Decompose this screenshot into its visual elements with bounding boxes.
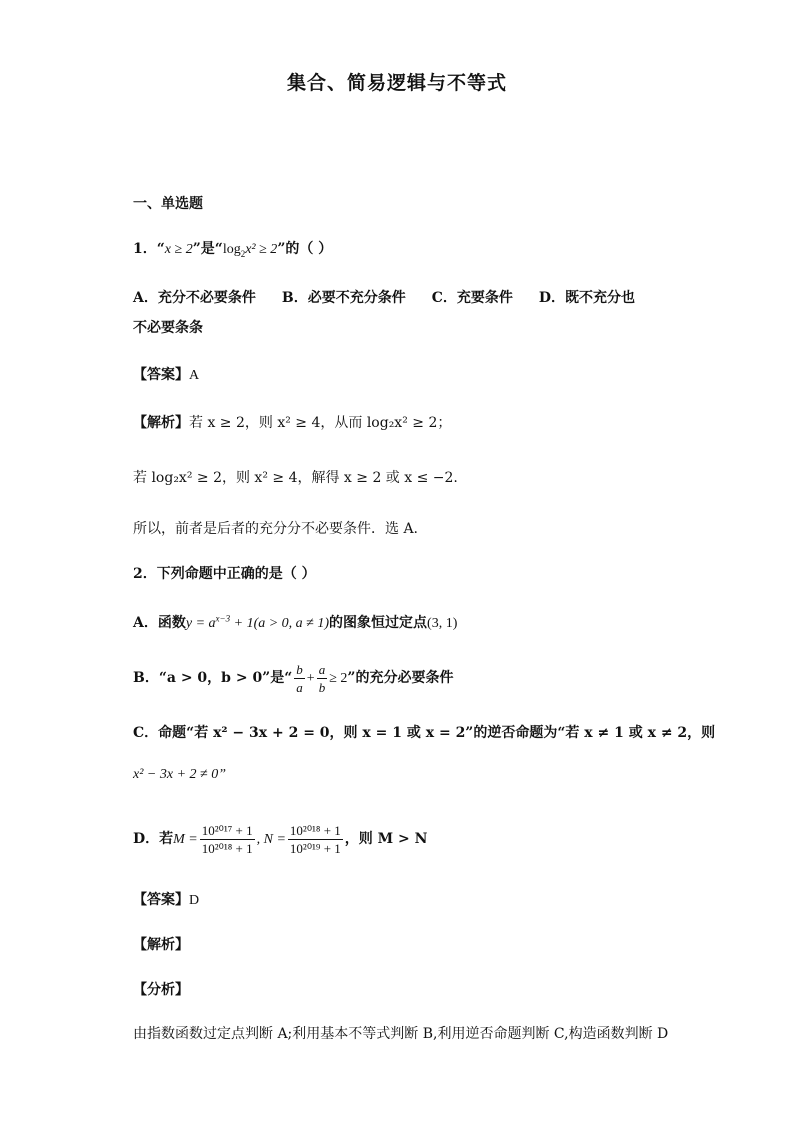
q1-option-c: C．充要条件 <box>431 290 513 306</box>
q1-analysis-line-1: 【解析】若 x ≥ 2，则 x² ≥ 4，从而 log₂x² ≥ 2； <box>133 415 452 431</box>
q1-answer: 【答案】A <box>133 367 200 383</box>
q2-option-d: D．若M = $\frac{\text{10²⁰¹⁷ + 1}}{\text{10²⁰¹⁸ + 1}}$ , N = $\frac{\text{10²⁰¹⁸ + 1}}{\text{10²⁰¹⁹ + 1}}$ ，则 M > N <box>133 822 428 856</box>
question-1-stem: 1．“x ≥ 2”是“$\log_2x^2 \ge 2$”的（ ） <box>133 241 333 259</box>
q2-option-a: A．函数$y = a^{x-3} + 1(a > 0$, a ≠ 1)的图象恒过定点(3, 1) <box>133 613 458 631</box>
q2-analysis-label: 【解析】 <box>133 937 189 953</box>
q1-analysis-line-3: 所以，前者是后者的充分分不必要条件．选 A. <box>133 521 419 537</box>
question-2-stem: 2．下列命题中正确的是（ ） <box>133 566 316 582</box>
q1-option-a: A．充分不必要条件 <box>133 290 256 306</box>
q1-option-d-continued: 不必要条条 <box>133 320 203 336</box>
q1-option-b: B．必要不充分条件 <box>281 290 406 306</box>
q2-option-b: B．“a > 0，b > 0”是“ $\frac{b}{a}$ + $\frac{a}{b}$ ≥ 2”的充分必要条件 <box>133 661 454 695</box>
q2-option-c-line-2: x² − 3x + 2 ≠ 0” <box>133 767 226 782</box>
q2-fenxi-label: 【分析】 <box>133 982 189 998</box>
question-1-options <box>133 289 635 307</box>
q2-answer: 【答案】D <box>133 892 200 908</box>
page-title: 集合、简易逻辑与不等式 <box>286 72 507 94</box>
q2-option-c-line-1: C．命题“若 x² − 3x + 2 = 0，则 x = 1 或 x = 2”的逆否命题为“若 x ≠ 1 或 x ≠ 2，则 <box>133 725 716 741</box>
q2-fenxi-text: 由指数函数过定点判断 A;利用基本不等式判断 B,利用逆否命题判断 C,构造函数判断 D <box>133 1026 669 1042</box>
q1-option-d: D．既不充分也 <box>538 290 636 306</box>
q1-analysis-line-2: 若 log₂x² ≥ 2，则 x² ≥ 4，解得 x ≥ 2 或 x ≤ −2. <box>133 470 458 486</box>
section-heading: 一、单选题 <box>133 196 203 212</box>
